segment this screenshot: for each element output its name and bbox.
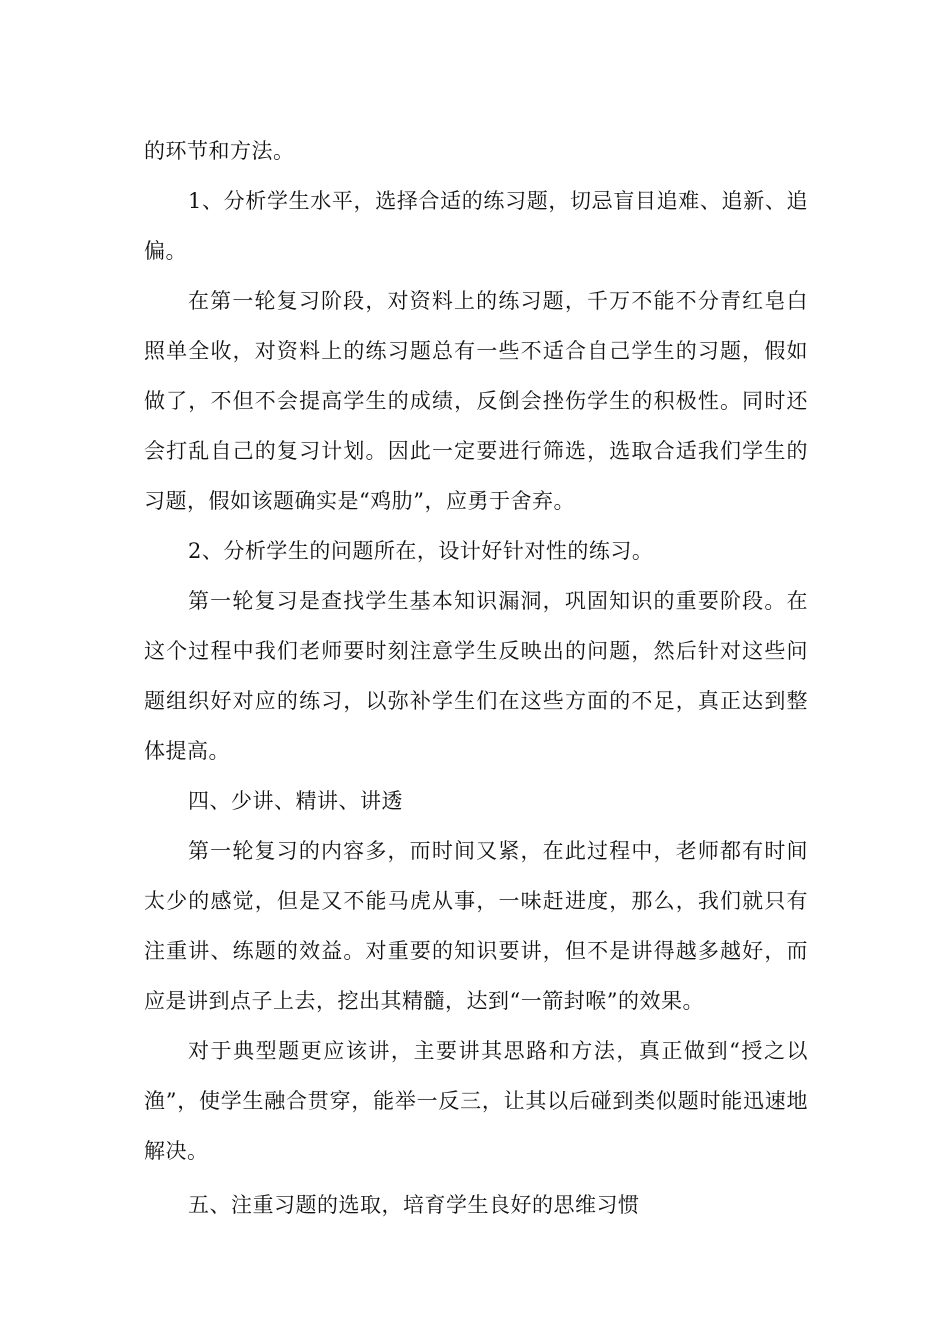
paragraph-item-2-body: 第一轮复习是查找学生基本知识漏洞，巩固知识的重要阶段。在这个过程中我们老师要时刻注意学生反映出的问题，然后针对这些问题组织好对应的练习，以弥补学生们在这些方面的不足，真正达到整体提高。 [144,589,808,763]
paragraph-section-four-body: 第一轮复习的内容多，而时间又紧，在此过程中，老师都有时间太少的感觉，但是又不能马虎从事，一味赶进度，那么，我们就只有注重讲、练题的效益。对重要的知识要讲，但不是讲得越多越好，而应是讲到点子上去，挖出其精髓，达到“一箭封喉”的效果。 [144,839,808,1013]
paragraph-item-1-body: 在第一轮复习阶段，对资料上的练习题，千万不能不分青红皂白照单全收，对资料上的练习题总有一些不适合自己学生的习题，假如做了，不但不会提高学生的成绩，反倒会挫伤学生的积极性。同时还会打乱自己的复习计划。因此一定要进行筛选，选取合适我们学生的习题，假如该题确实是“鸡肋”，应勇于舍弃。 [144,289,808,513]
section-heading-four: 四、少讲、精讲、讲透 [188,789,403,813]
document-body [144,126,808,1230]
section-heading-five: 五、注重习题的选取，培育学生良好的思维习惯 [188,1193,640,1217]
paragraph-section-four-typical: 对于典型题更应该讲，主要讲其思路和方法，真正做到“授之以渔”，使学生融合贯穿，能举一反三，让其以后碰到类似题时能迅速地解决。 [144,1039,808,1163]
paragraph-item-2-heading: 2、分析学生的问题所在，设计好针对性的练习。 [188,539,654,563]
paragraph-continuation: 的环节和方法。 [144,139,295,163]
paragraph-item-1-heading: 1、分析学生水平，选择合适的练习题，切忌盲目追难、追新、追偏。 [144,189,808,263]
